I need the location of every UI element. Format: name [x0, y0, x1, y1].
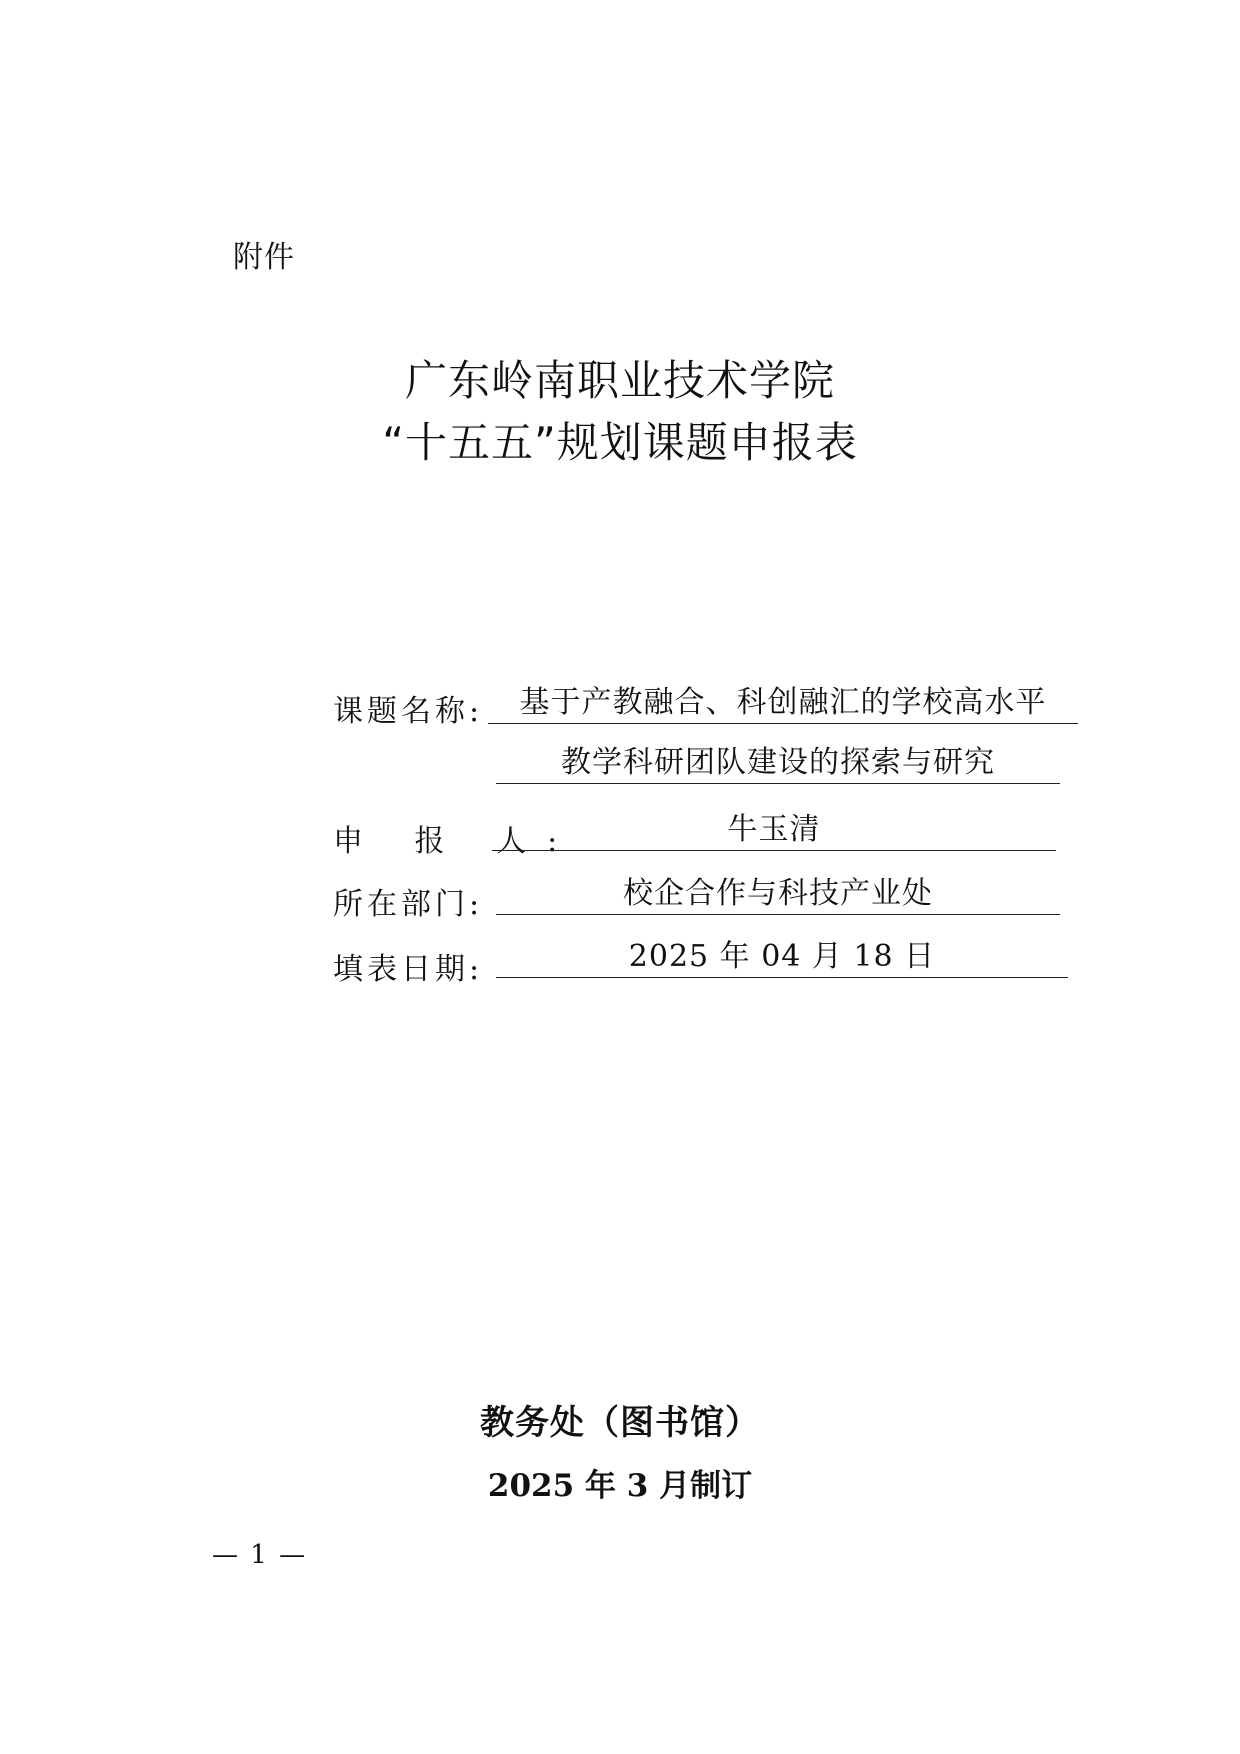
department-value: 校企合作与科技产业处: [496, 874, 1060, 915]
fill-date-label: 填表日期:: [333, 952, 484, 987]
applicant-value: 牛玉清: [492, 810, 1056, 851]
topic-label: 课题名称:: [333, 694, 484, 729]
issued-date: 2025 年 3 月制订: [487, 1468, 753, 1504]
page-number: — 1 —: [212, 1540, 308, 1570]
issuing-organization: 教务处（图书馆）: [480, 1403, 760, 1443]
applicant-label: 申 报 人:: [333, 824, 579, 859]
topic-value-line1: 基于产教融合、科创融汇的学校高水平: [488, 683, 1078, 724]
fill-date-value: 2025 年 04 月 18 日: [496, 937, 1068, 978]
topic-value-line2: 教学科研团队建设的探索与研究: [496, 743, 1060, 784]
document-title-line2: “十五五”规划课题申报表: [382, 418, 858, 467]
document-title-line1: 广东岭南职业技术学院: [404, 356, 835, 405]
department-label: 所在部门:: [333, 887, 484, 922]
attachment-label: 附件: [233, 240, 295, 275]
